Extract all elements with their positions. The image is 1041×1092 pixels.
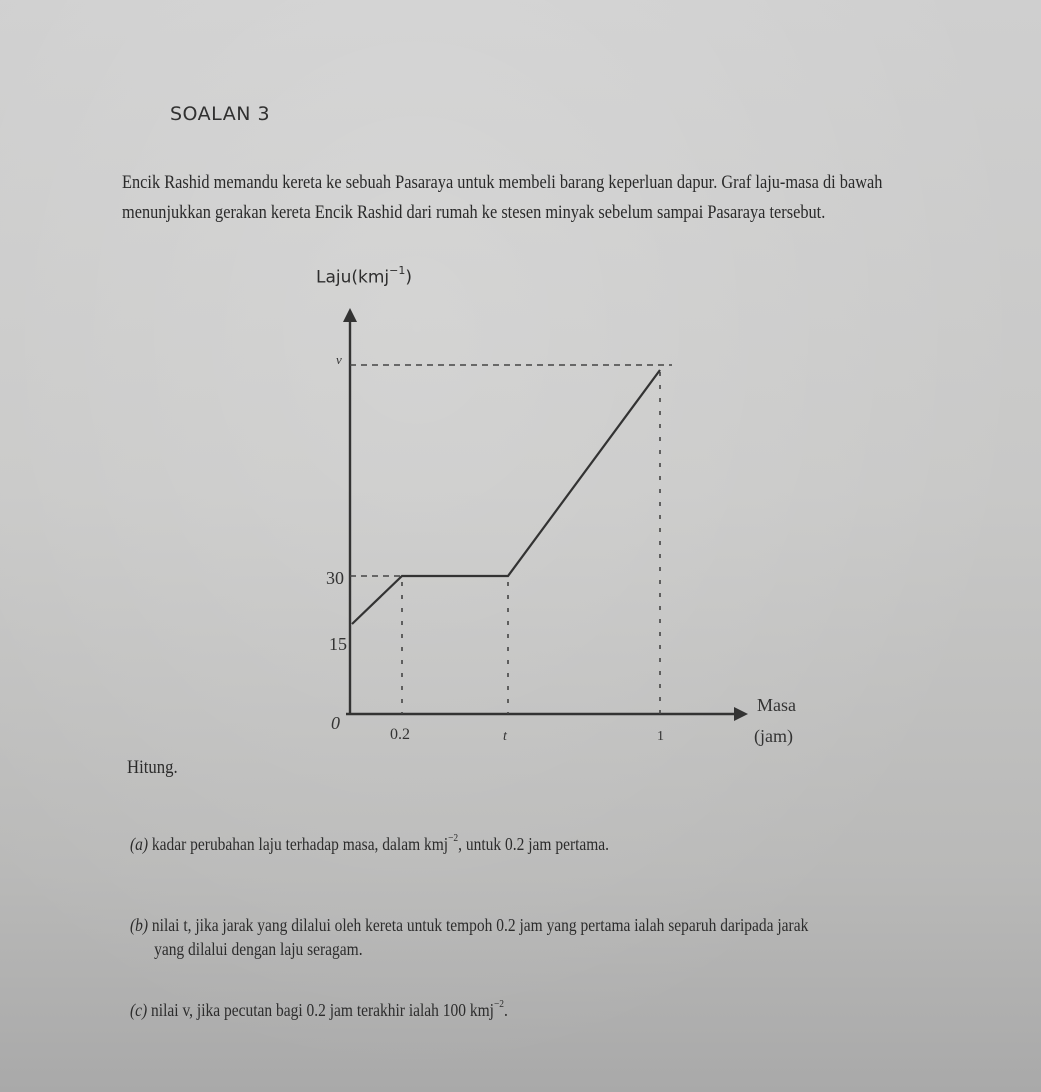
question-c-exponent: −2 (493, 998, 505, 1010)
question-c (130, 994, 646, 1022)
x-axis-arrowhead (734, 707, 748, 721)
question-a (130, 828, 784, 856)
question-b-label: (b) (130, 915, 149, 935)
x-tick-1: 1 (657, 729, 664, 744)
question-intro: Encik Rashid memandu kereta ke sebuah Pasaraya untuk membeli barang keperluan dapur. Graf laju-masa di bawah menunjukkan gerakan kereta Encik Rashid dari rumah ke stesen minyak sebelum sampai Pasaraya tersebut. (122, 172, 883, 223)
y-axis-arrowhead (343, 308, 357, 322)
question-c-tail: . (504, 1000, 508, 1020)
question-a-label: (a) (130, 834, 149, 854)
x-tick-0.2: 0.2 (390, 726, 410, 743)
question-c-text: nilai v, jika pecutan bagi 0.2 jam terakhir ialah 100 kmj (151, 1000, 494, 1020)
question-b-text: nilai t, jika jarak yang dilalui oleh kereta untuk tempoh 0.2 jam yang pertama ialah separuh daripada jarak (151, 915, 809, 935)
question-a-text: kadar perubahan laju terhadap masa, dalam kmj (151, 834, 449, 854)
x-axis-label-line1: Masa (757, 695, 796, 715)
y-axis-label-text: Laju(kmj (316, 267, 390, 288)
x-tick-t: t (503, 729, 507, 744)
y-axis-label-exponent: −1 (389, 264, 406, 277)
y-tick-v: v (336, 352, 342, 367)
prompt-hitung: Hitung. (127, 757, 178, 778)
question-b (130, 913, 938, 961)
question-heading: SOALAN 3 (170, 103, 271, 125)
y-tick-30: 30 (326, 568, 344, 588)
question-c-label: (c) (130, 1000, 148, 1020)
x-axis-label-line2: (jam) (754, 726, 793, 746)
speed-time-line (352, 370, 660, 624)
question-a-tail: , untuk 0.2 jam pertama. (458, 834, 610, 854)
question-a-exponent: −2 (448, 832, 459, 844)
y-tick-15: 15 (329, 634, 347, 654)
origin-label: 0 (331, 713, 340, 733)
y-axis-label-close: ) (405, 267, 413, 288)
question-b-continuation: yang dilalui dengan laju seragam. (154, 939, 363, 959)
